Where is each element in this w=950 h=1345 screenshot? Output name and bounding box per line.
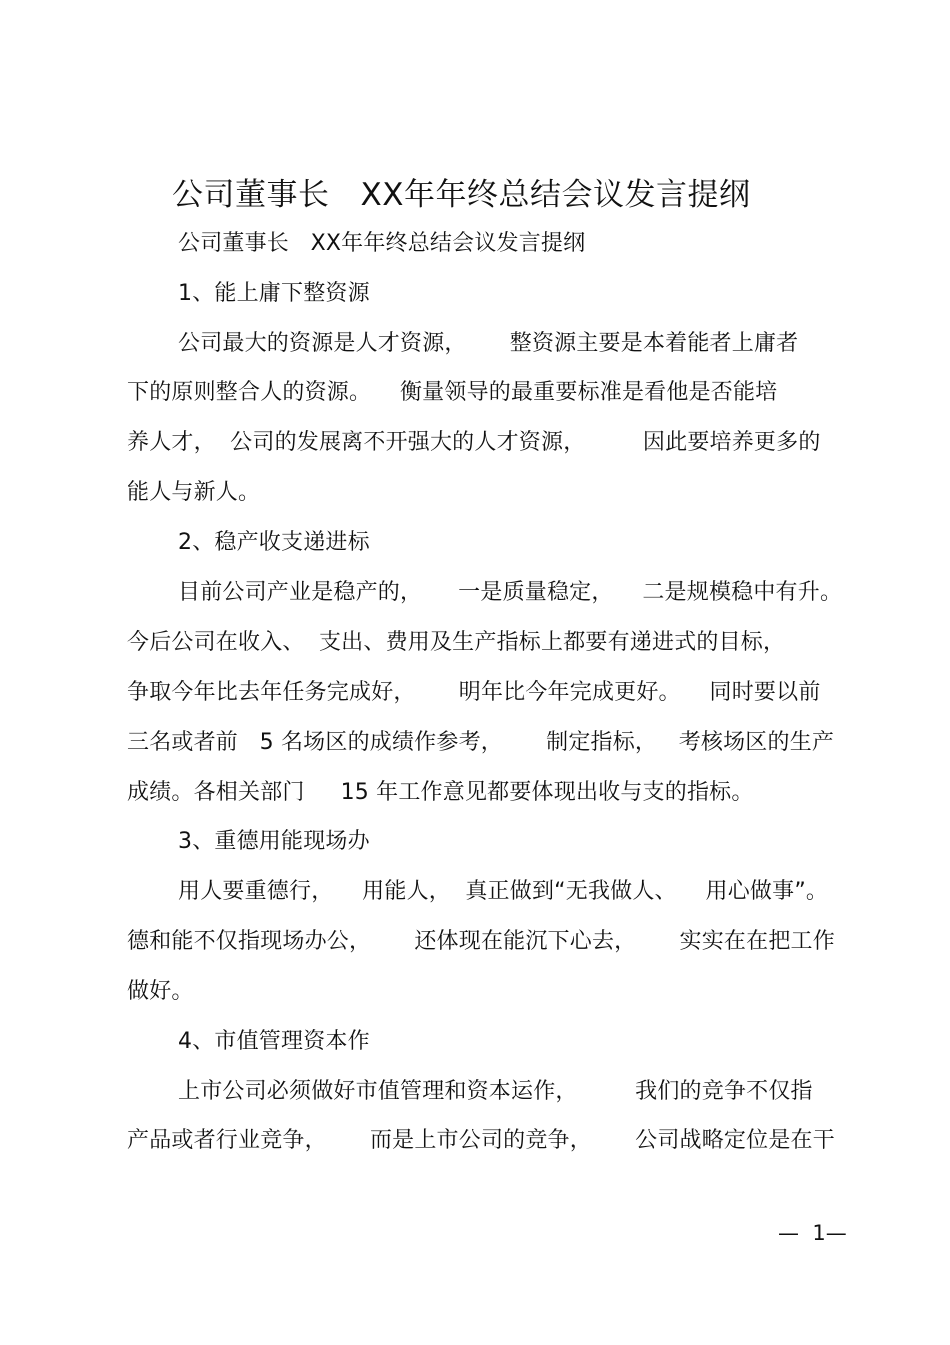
paragraph-line: 公司最大的资源是人才资源， 整资源主要是本着能者上庸者 [178, 331, 799, 356]
paragraph-line: 下的原则整合人的资源。 衡量领导的最重要标准是看他是否能培 [127, 380, 778, 405]
paragraph-line: 德和能不仅指现场办公， 还体现在能沉下心去， 实实在在把工作 [127, 929, 835, 954]
paragraph-line: 争取今年比去年任务完成好， 明年比今年完成更好。 同时要以前 [127, 680, 821, 705]
paragraph-line: 成绩。各相关部门 15 年工作意见都要体现出收与支的指标。 [127, 780, 754, 805]
document-title: 公司董事长 XX年年终总结会议发言提纲 [172, 177, 751, 213]
paragraph-line: 做好。 [127, 979, 194, 1004]
page-number: — 1— [778, 1221, 847, 1245]
paragraph-line: 用人要重德行， 用能人， 真正做到“无我做人、 用心做事”。 [178, 879, 829, 904]
paragraph-line: 能人与新人。 [127, 480, 261, 505]
section-heading-2: 2、稳产收支递进标 [178, 530, 370, 555]
paragraph-line: 目前公司产业是稳产的， 一是质量稳定， 二是规模稳中有升。 [178, 580, 843, 605]
paragraph-line: 三名或者前 5 名场区的成绩作参考， 制定指标， 考核场区的生产 [127, 730, 835, 755]
paragraph-line: 产品或者行业竞争， 而是上市公司的竞争， 公司战略定位是在干 [127, 1128, 835, 1153]
paragraph-line: 养人才， 公司的发展离不开强大的人才资源， 因此要培养更多的 [127, 430, 821, 455]
paragraph-line: 上市公司必须做好市值管理和资本运作， 我们的竞争不仅指 [178, 1079, 813, 1104]
document-subtitle: 公司董事长 XX年年终总结会议发言提纲 [178, 231, 586, 256]
section-heading-3: 3、重德用能现场办 [178, 829, 370, 854]
section-heading-4: 4、市值管理资本作 [178, 1029, 370, 1054]
section-heading-1: 1、能上庸下整资源 [178, 281, 370, 306]
paragraph-line: 今后公司在收入、 支出、费用及生产指标上都要有递进式的目标， [127, 630, 786, 655]
